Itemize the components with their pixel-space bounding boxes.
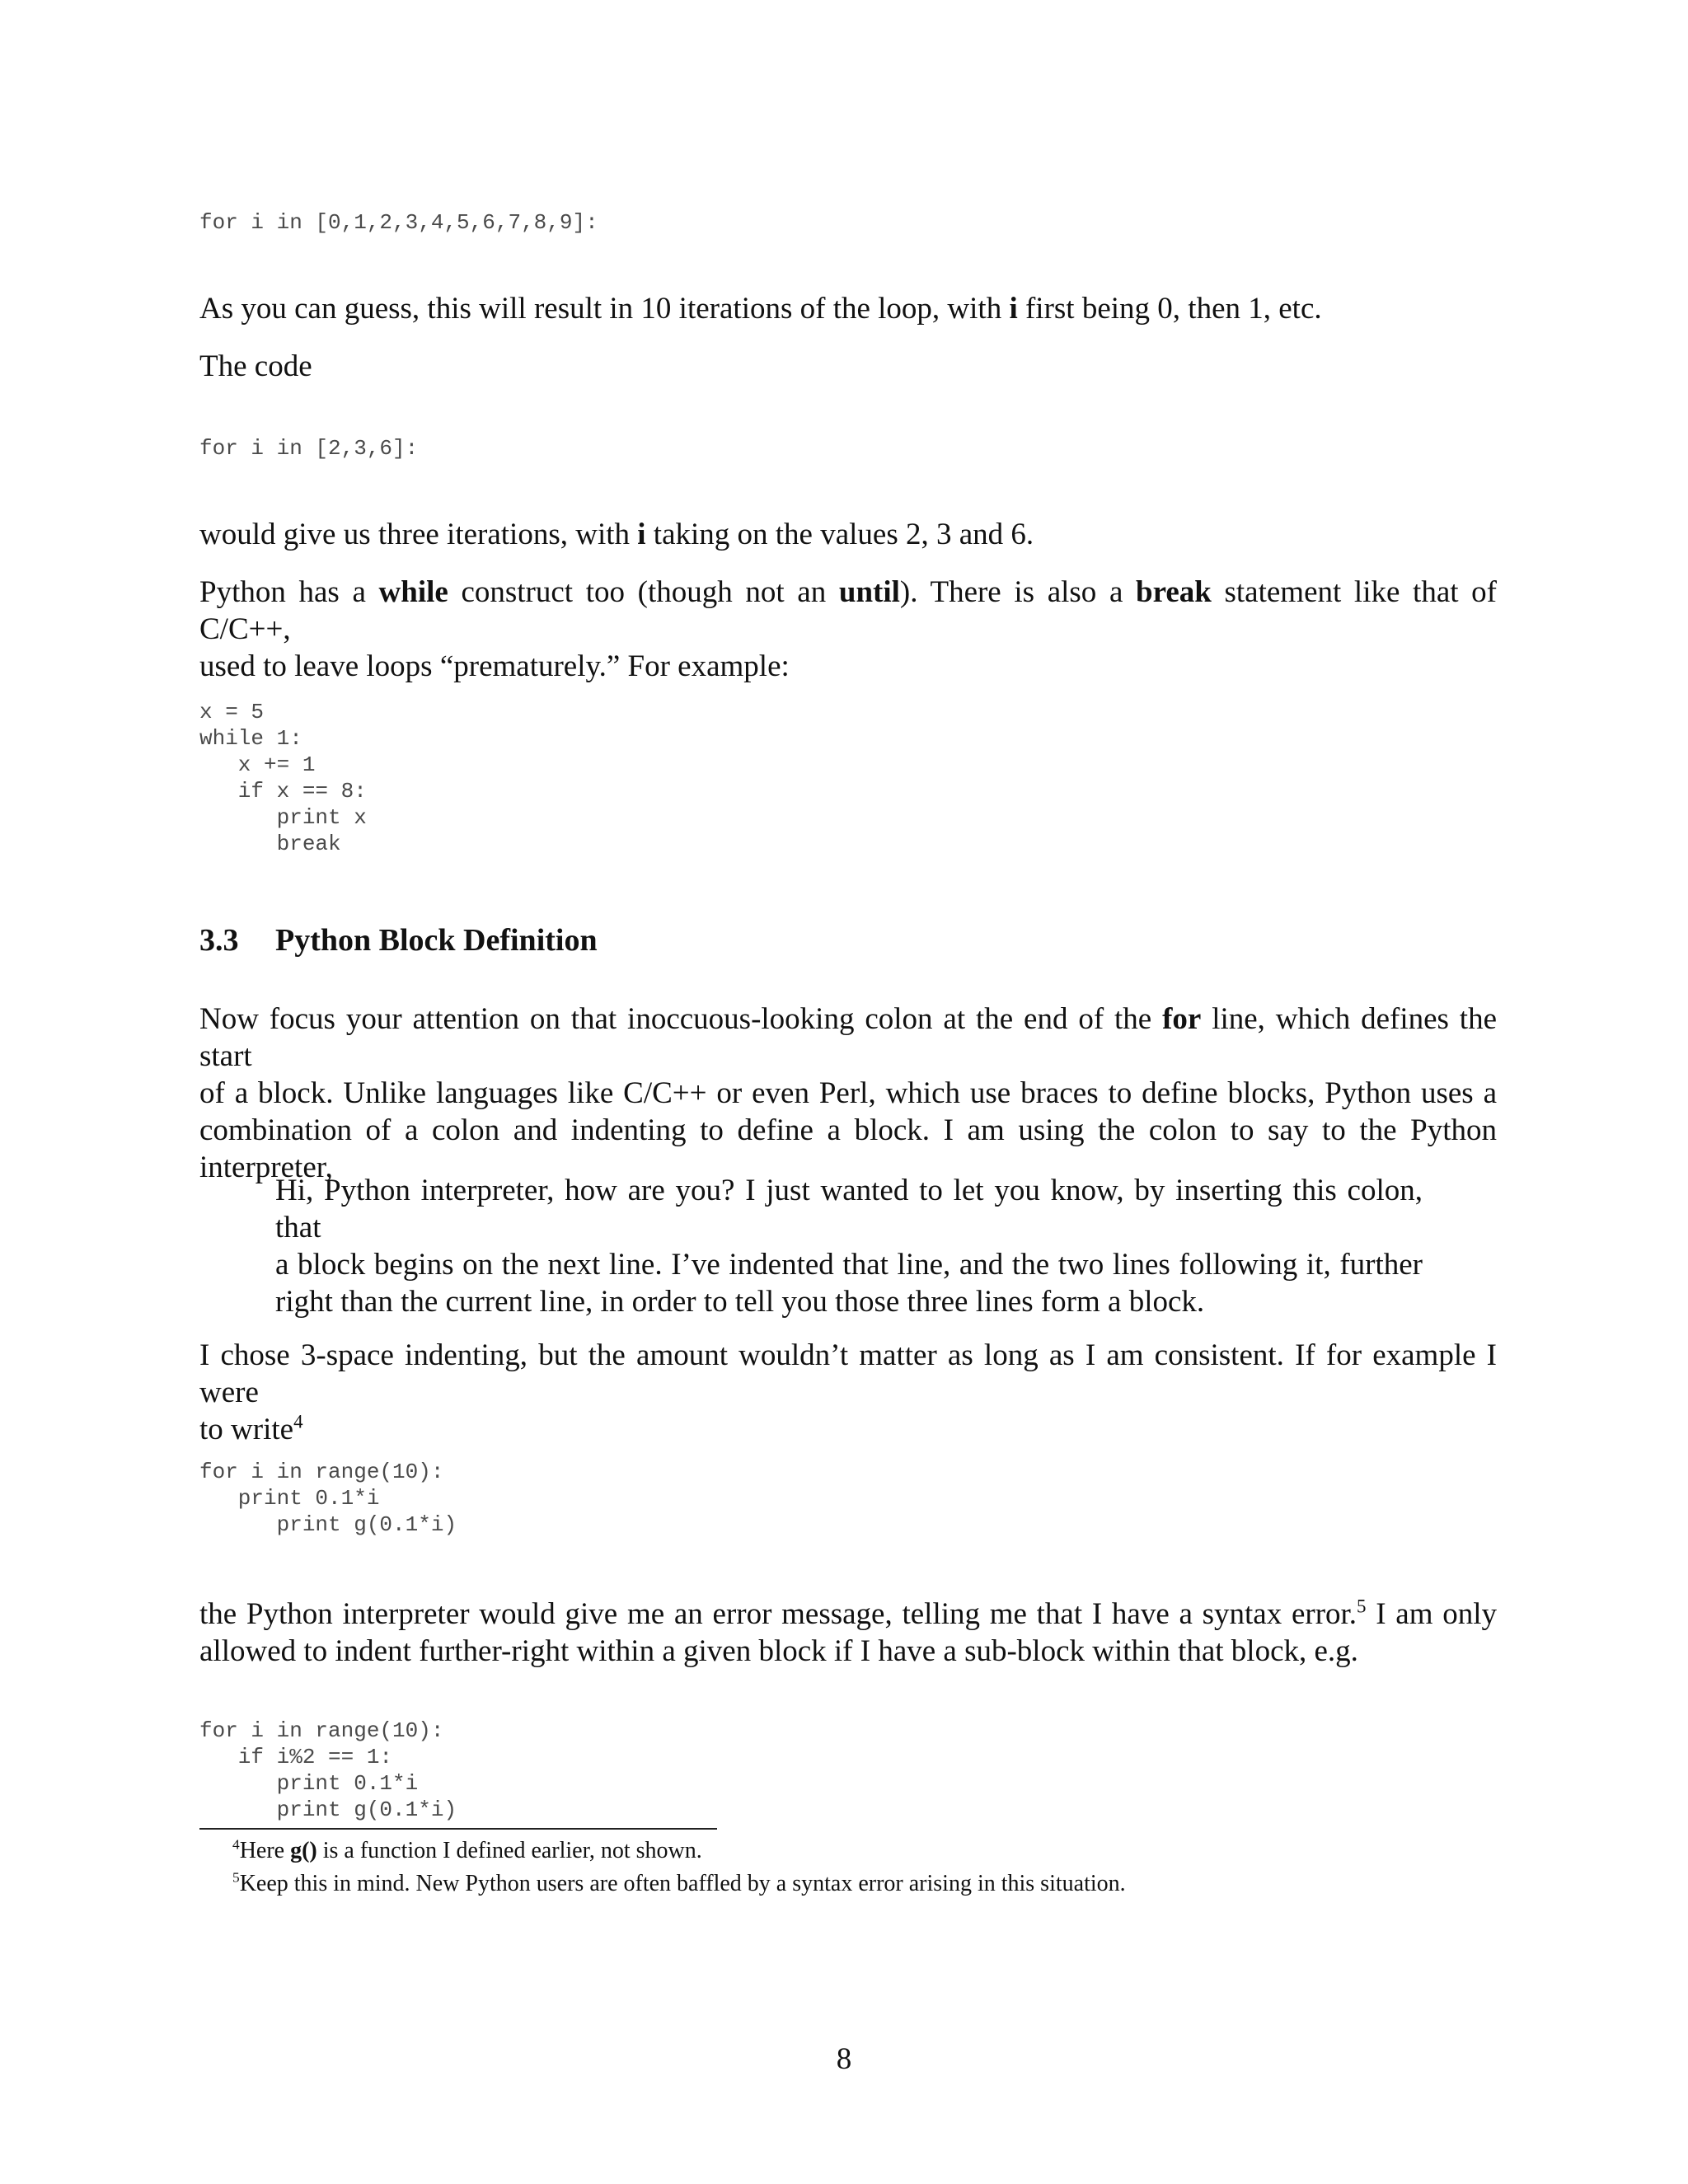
paragraph-colon — [199, 1001, 1497, 1186]
page-number: 8 — [836, 2042, 852, 2076]
paragraph-indenting-line2: to write$^4$ — [199, 1411, 303, 1446]
paragraph-colon-line3: combination of a colon and indenting to define a block. I am using the colon to say to the Python interpreter, — [199, 1113, 1497, 1184]
paragraph-iterations: As you can guess, this will result in 10 iterations of the loop, with i first being 0, then 1, etc. — [199, 292, 1322, 326]
section-number: 3.3 — [199, 923, 239, 958]
paragraph-while-construct — [199, 574, 1497, 685]
paragraph-while-line2: used to leave loops “prematurely.” For example: — [199, 649, 790, 683]
paragraph-the-code: The code — [199, 349, 312, 383]
blockquote-line3: right than the current line, in order to tell you those three lines form a block. — [275, 1285, 1205, 1319]
code-bad-indent: for i in range(10): print 0.1*i print g(0.1*i) — [199, 1460, 457, 1537]
blockquote — [275, 1172, 1423, 1320]
code-sub-block: for i in range(10): if i%2 == 1: print 0.1*i print g(0.1*i) — [199, 1718, 457, 1822]
paragraph-indenting-line1: I chose 3-space indenting, but the amount wouldn’t matter as long as I am consistent. If for example I were — [199, 1338, 1497, 1409]
code-loop-short: for i in [2,3,6]: — [199, 436, 419, 461]
code-loop-list: for i in [0,1,2,3,4,5,6,7,8,9]: — [199, 210, 598, 235]
paragraph-three-iterations: would give us three iterations, with i taking on the values 2, 3 and 6. — [199, 518, 1034, 551]
paragraph-indenting — [199, 1337, 1497, 1448]
code-while-example: x = 5 while 1: x += 1 if x == 8: print x break — [199, 700, 367, 856]
blockquote-line1: Hi, Python interpreter, how are you? I just wanted to let you know, by inserting this colon, that — [275, 1174, 1423, 1244]
footnote-4: $^4$Here g() is a function I defined earlier, not shown. — [232, 1836, 702, 1863]
footnote-divider — [199, 1828, 717, 1830]
paragraph-colon-line1: Now focus your attention on that inoccuous-looking colon at the end of the for line, which defines the start — [199, 1002, 1497, 1073]
blockquote-line2: a block begins on the next line. I’ve indented that line, and the two lines following it, further — [275, 1248, 1423, 1282]
paragraph-while-line1: Python has a while construct too (though not an until). There is also a break statement like that of C/C++, — [199, 575, 1497, 646]
footnote-5: $^5$Keep this in mind. New Python users are often baffled by a syntax error arising in this situation. — [232, 1869, 1126, 1896]
paragraph-syntax-error — [199, 1596, 1497, 1670]
footnote-ref-4: 4 — [293, 1411, 303, 1432]
section-heading — [199, 921, 598, 959]
footnote-ref-5: 5 — [1357, 1596, 1367, 1617]
paragraph-syntax-error-line2: allowed to indent further-right within a given block if I have a sub-block within that block, e.g. — [199, 1634, 1358, 1668]
paragraph-syntax-error-line1: the Python interpreter would give me an error message, telling me that I have a syntax error.$^5$ I am only — [199, 1596, 1497, 1631]
paragraph-colon-line2: of a block. Unlike languages like C/C++ or even Perl, which use braces to define blocks, Python uses a — [199, 1076, 1497, 1110]
section-title: Python Block Definition — [275, 923, 598, 958]
